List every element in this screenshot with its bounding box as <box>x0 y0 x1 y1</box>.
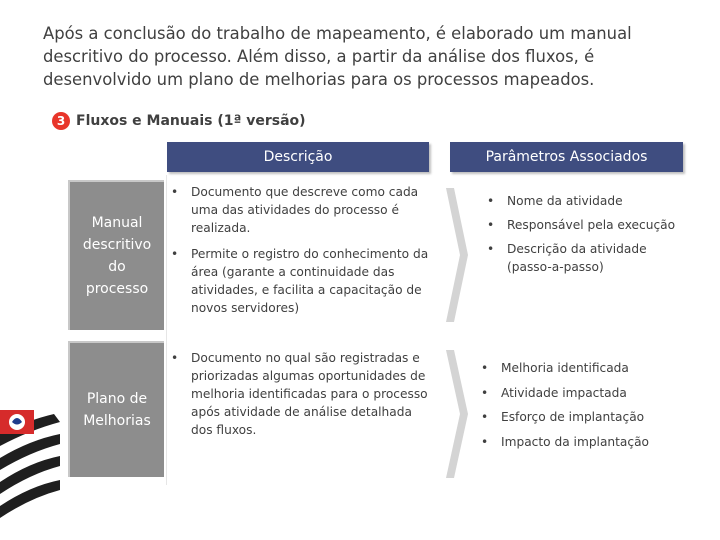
list-item: • Documento no qual são registradas e priorizadas algumas oportunidades de melhoria identificadas para o processo após atividade de análise detalhada dos fluxos. <box>171 349 436 439</box>
list-item: • Responsável pela execução <box>487 216 682 234</box>
row-label-line: Plano de <box>86 391 148 407</box>
column-divider <box>166 175 167 485</box>
list-item: • Documento que descreve como cada uma das atividades do processo é realizada. <box>171 183 436 237</box>
row-label-line: do <box>108 259 126 275</box>
sao-paulo-flag-logo-icon <box>0 400 60 540</box>
row-label-line: descritivo <box>82 237 152 253</box>
intro-line: Após a conclusão do trabalho de mapeamento, é elaborado um manual <box>43 24 632 43</box>
intro-line: descritivo do processo. Além disso, a partir da análise dos fluxos, é <box>43 47 595 66</box>
chevron-arrow-icon <box>446 350 468 478</box>
list-item: • Impacto da implantação <box>481 433 681 451</box>
descricao-list-manual <box>171 183 436 317</box>
intro-line: desenvolvido um plano de melhorias para os processos mapeados. <box>43 70 595 89</box>
list-item: • Permite o registro do conhecimento da área (garante a continuidade das atividades, e facilita a capacitação de novos servidores) <box>171 245 436 317</box>
list-item: • Descrição da atividade (passo-a-passo) <box>487 240 682 276</box>
chevron-arrow-icon <box>446 188 468 322</box>
descricao-list-plano <box>171 349 436 439</box>
section-number-badge: 3 <box>52 112 70 130</box>
list-item: • Esforço de implantação <box>481 408 681 426</box>
section-heading <box>52 110 306 132</box>
parametros-list-manual <box>487 192 682 276</box>
column-header-descricao: Descrição <box>167 142 429 172</box>
list-item: • Atividade impactada <box>481 384 681 402</box>
list-item: • Melhoria identificada <box>481 359 681 377</box>
section-title: Fluxos e Manuais (1ª versão) <box>76 113 306 129</box>
intro-paragraph <box>43 22 683 91</box>
column-header-parametros: Parâmetros Associados <box>450 142 683 172</box>
row-label-line: processo <box>85 281 149 297</box>
row-label-plano <box>68 341 164 477</box>
list-item: • Nome da atividade <box>487 192 682 210</box>
row-label-manual <box>68 180 164 330</box>
row-label-line: Melhorias <box>83 413 151 429</box>
parametros-list-plano <box>481 359 681 457</box>
row-label-line: Manual <box>91 215 143 231</box>
